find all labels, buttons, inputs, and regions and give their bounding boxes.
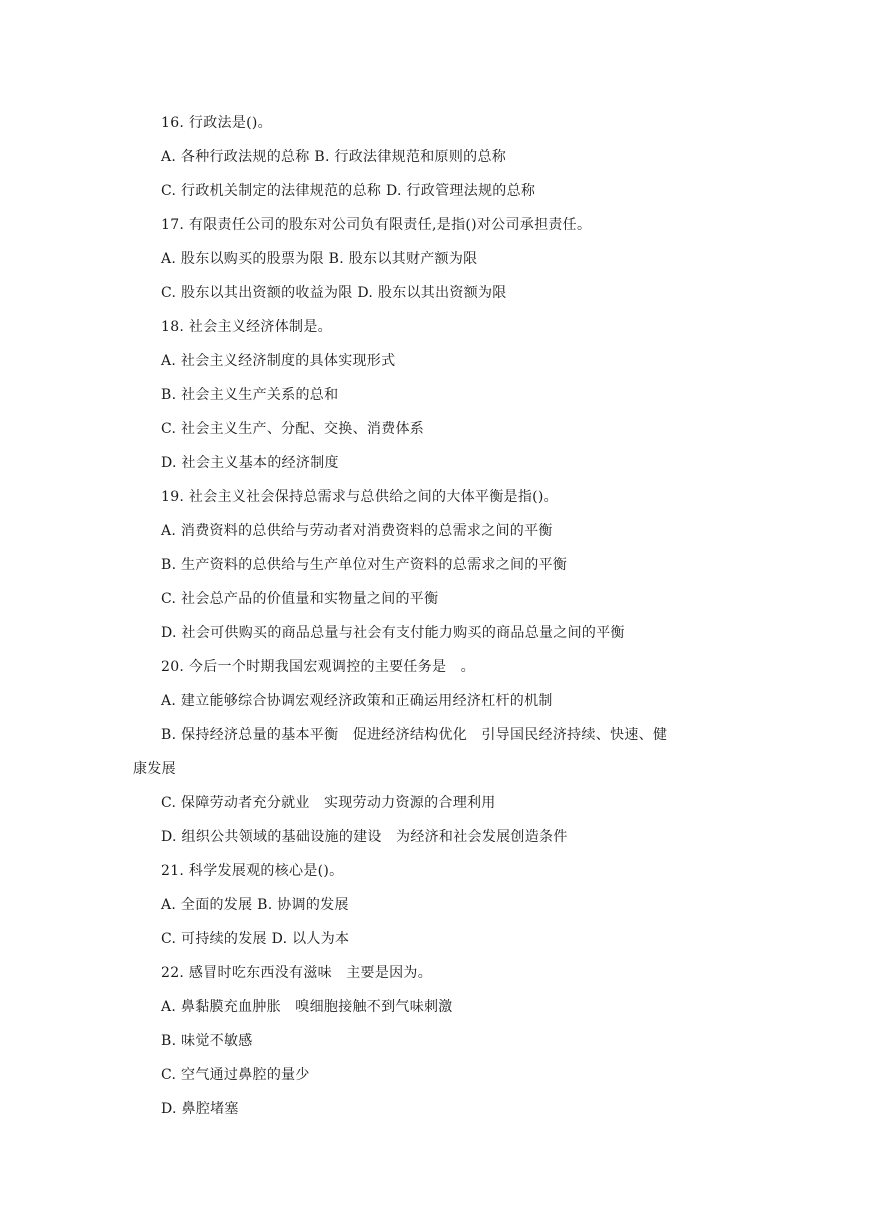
question-18-option-c: C. 社会主义生产、分配、交换、消费体系 — [161, 421, 425, 437]
question-20-option-a: A. 建立能够综合协调宏观经济政策和正确运用经济杠杆的机制 — [161, 693, 553, 709]
question-22-option-d: D. 鼻腔堵塞 — [161, 1101, 239, 1117]
question-17-options-ab: A. 股东以购买的股票为限 B. 股东以其财产额为限 — [161, 251, 478, 267]
question-18-stem: 18. 社会主义经济体制是。 — [161, 319, 332, 335]
question-16-options-ab: A. 各种行政法规的总称 B. 行政法律规范和原则的总称 — [161, 149, 507, 165]
question-22-option-c: C. 空气通过鼻腔的量少 — [161, 1067, 310, 1083]
question-21-options-ab: A. 全面的发展 B. 协调的发展 — [161, 897, 349, 913]
question-18-option-a: A. 社会主义经济制度的具体实现形式 — [161, 353, 396, 369]
question-19-option-c: C. 社会总产品的价值量和实物量之间的平衡 — [161, 591, 439, 607]
question-20-option-b-continued: 康发展 — [133, 761, 176, 777]
question-17-options-cd: C. 股东以其出资额的收益为限 D. 股东以其出资额为限 — [161, 285, 507, 301]
question-18-option-d: D. 社会主义基本的经济制度 — [161, 455, 339, 471]
question-19-stem: 19. 社会主义社会保持总需求与总供给之间的大体平衡是指()。 — [161, 489, 558, 505]
question-21-options-cd: C. 可持续的发展 D. 以人为本 — [161, 931, 350, 947]
question-22-option-a: A. 鼻黏膜充血肿胀 嗅细胞接触不到气味刺激 — [161, 999, 453, 1015]
question-20-option-c: C. 保障劳动者充分就业 实现劳动力资源的合理利用 — [161, 795, 496, 811]
question-21-stem: 21. 科学发展观的核心是()。 — [161, 863, 344, 879]
question-19-option-a: A. 消费资料的总供给与劳动者对消费资料的总需求之间的平衡 — [161, 523, 553, 539]
question-18-option-b: B. 社会主义生产关系的总和 — [161, 387, 339, 403]
question-19-option-d: D. 社会可供购买的商品总量与社会有支付能力购买的商品总量之间的平衡 — [161, 625, 625, 641]
question-22-stem: 22. 感冒时吃东西没有滋味 主要是因为。 — [161, 965, 433, 981]
question-20-option-d: D. 组织公共领域的基础设施的建设 为经济和社会发展创造条件 — [161, 829, 568, 845]
question-20-stem: 20. 今后一个时期我国宏观调控的主要任务是 。 — [161, 659, 475, 675]
question-22-option-b: B. 味觉不敏感 — [161, 1033, 253, 1049]
question-17-stem: 17. 有限责任公司的股东对公司负有限责任,是指()对公司承担责任。 — [161, 217, 592, 233]
document-page — [0, 106, 869, 1126]
question-16-options-cd: C. 行政机关制定的法律规范的总称 D. 行政管理法规的总称 — [161, 183, 536, 199]
question-19-option-b: B. 生产资料的总供给与生产单位对生产资料的总需求之间的平衡 — [161, 557, 568, 573]
question-16-stem: 16. 行政法是()。 — [161, 115, 272, 131]
question-20-option-b: B. 保持经济总量的基本平衡 促进经济结构优化 引导国民经济持续、快速、健 — [161, 727, 668, 743]
